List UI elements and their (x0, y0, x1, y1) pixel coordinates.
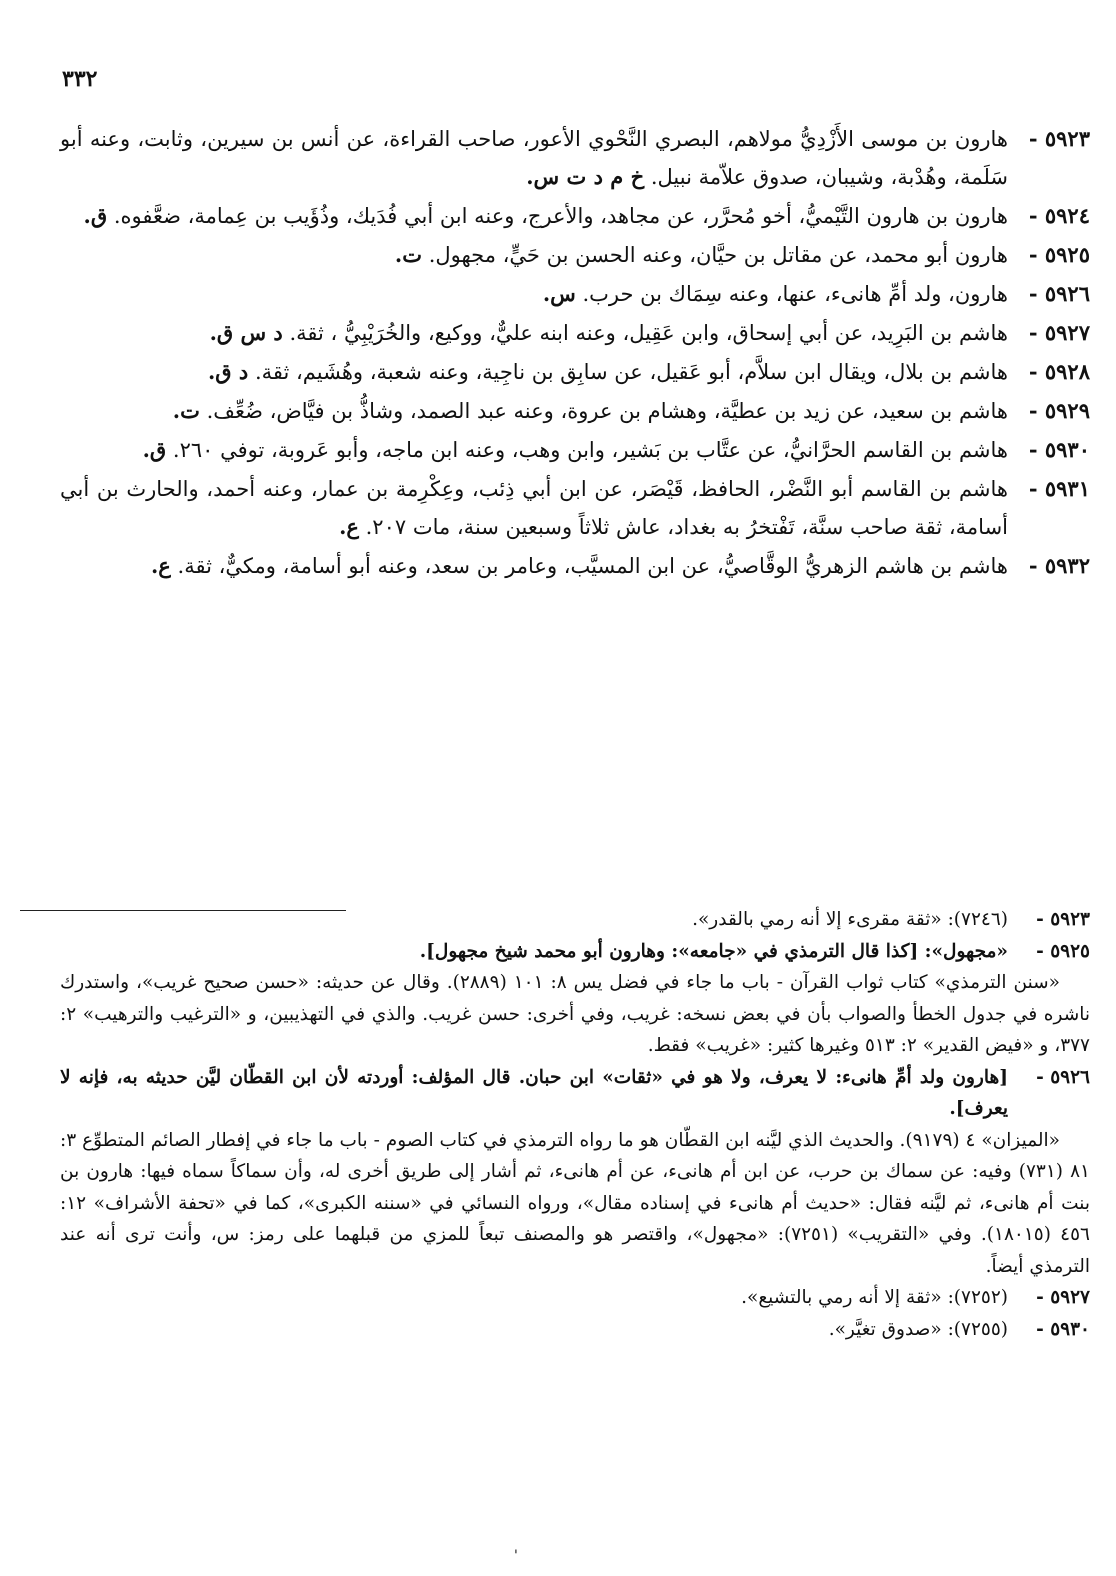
bottom-mark: ' (514, 1548, 518, 1564)
entry-text: هاشم بن سعيد، عن زيد بن عطيَّة، وهشام بن عروة، وعنه عبد الصمد، وشاذُّ بن فيَّاض، ضُعِّف. (206, 399, 1008, 423)
entry (60, 547, 1090, 585)
entry-text: هارون بن موسى الأَزْدِيُّ مولاهم، البصري النَّحْوي الأعور، صاحب القراءة، عن أنس بن سيرين، وثابت، وعنه أبو سَلَمة، وهُدْبة، وشيبان، صدوق علاّمة نبيل. (60, 127, 1008, 189)
entry-text: هارون أبو محمد، عن مقاتل بن حيَّان، وعنه الحسن بن حَيٍّ، مجهول. (428, 243, 1008, 267)
footnotes (60, 904, 1090, 1345)
footnote-text: «مجهول»: [كذا قال الترمذي في «جامعه»: وهارون أبو محمد شيخ مجهول]. (419, 940, 1008, 962)
entry (60, 120, 1090, 196)
footnote-text: (٧٢٤٦): «ثقة مقرىء إلا أنه رمي بالقدر». (692, 909, 1008, 930)
entry-text: هارون، ولد أمِّ هانىء، عنها، وعنه سِمَاك بن حرب. (582, 282, 1008, 306)
footnote-text: [هارون ولد أمِّ هانىء: لا يعرف، ولا هو في «ثقات» ابن حبان. قال المؤلف: أوردته لأن ابن القطّان ليَّن حديثه به، فإنه لا يعرف]. (60, 1066, 1008, 1119)
entry-number: ٥٩٢٩ - (1028, 398, 1090, 423)
entry (60, 470, 1090, 546)
entry (60, 392, 1090, 430)
entry-codes: س. (542, 281, 576, 306)
entry-codes: ت. (172, 398, 200, 423)
entry (60, 314, 1090, 352)
entry (60, 197, 1090, 235)
entry-number: ٥٩٣٠ - (1028, 437, 1090, 462)
entry-codes: ع. (151, 553, 171, 578)
footnote (60, 1314, 1090, 1346)
entry-text: هاشم بن بلال، ويقال ابن سلاَّم، أبو عَقيل، عن سابِق بن ناجِية، وعنه شعبة، وهُشَيم، ثقة. (254, 360, 1008, 384)
footnote-number: ٥٩٢٧ - (1036, 1287, 1090, 1308)
footnote-number: ٥٩٢٣ - (1036, 909, 1090, 930)
entry-codes: ت. (394, 242, 423, 267)
entry-number: ٥٩٢٧ - (1028, 320, 1090, 345)
entry-text: هاشم بن هاشم الزهريُّ الوقَّاصيُّ، عن ابن المسيَّب، وعامر بن سعد، وعنه أبو أسامة، ومكيٌّ، ثقة. (177, 554, 1008, 578)
footnote (60, 1282, 1090, 1314)
footnote-number: ٥٩٣٠ - (1036, 1318, 1090, 1340)
footnote (60, 936, 1090, 968)
footnote-continuation (60, 1125, 1090, 1283)
entry-number: ٥٩٢٤ - (1028, 203, 1090, 228)
main-entries (60, 120, 1090, 586)
entry-number: ٥٩٢٣ - (1028, 126, 1090, 151)
entry-codes: د س ق. (209, 320, 283, 345)
entry-codes: ع. (339, 514, 359, 539)
entry-codes: ق. (142, 437, 167, 462)
footnote-continuation (60, 967, 1090, 1062)
entry-text: هاشم بن القاسم أبو النَّضْر، الحافظ، قَيْصَر، عن ابن أبي ذِئب، وعِكْرِمة بن عمار، وعنه أحمد، والحارث بن أبي أسامة، ثقة صاحب سنَّة، تَفْتخرُ به بغداد، عاش ثلاثاً وسبعين سنة، مات ٢٠٧. (60, 477, 1008, 539)
entry-number: ٥٩٢٦ - (1028, 281, 1090, 306)
entry-codes: ق. (83, 203, 108, 228)
page-number: ٣٣٢ (62, 66, 98, 92)
entry-codes: د ق. (207, 359, 249, 384)
entry-text: هارون بن هارون التَّيْميُّ، أخو مُحرَّر، عن مجاهد، والأعرج، وعنه ابن أبي فُدَيك، وذُؤَيب بن عِمامة، ضعَّفوه. (113, 204, 1008, 228)
footnote-number: ٥٩٢٦ - (1036, 1066, 1090, 1088)
entry (60, 275, 1090, 313)
entry (60, 236, 1090, 274)
entry (60, 431, 1090, 469)
entry (60, 353, 1090, 391)
entry-number: ٥٩٣٢ - (1028, 553, 1090, 578)
entry-number: ٥٩٣١ - (1028, 476, 1090, 501)
footnote-text: (٧٢٥٢): «ثقة إلا أنه رمي بالتشيع». (741, 1287, 1008, 1308)
footnote-number: ٥٩٢٥ - (1036, 940, 1090, 962)
footnote-text: «الميزان» ٤ (٩١٧٩). والحديث الذي ليَّنه ابن القطّان هو ما رواه الترمذي في كتاب الصوم - باب ما جاء في إفطار الصائم المتطوِّع ٣: ٨١ (٧٣١) وفيه: عن سماك بن حرب، عن ابن أم هانىء، عن أم هانىء، ثم أشار إلى طريق أخرى له، وأن سماكاً سماه فيها: هارون بن بنت أم هانىء، ثم ليَّنه فقال: «حديث أم هانىء في إسناده مقال»، ورواه النسائي في «سننه الكبرى»، كما في «تحفة الأشراف» ١٢: ٤٥٦ (١٨٠١٥). وفي «التقريب» (٧٢٥١): «مجهول»، واقتصر هو والمصنف تبعاً للمزي من قبلهما على رمز: س، وأنت ترى أنه عند الترمذي أيضاً. (60, 1129, 1090, 1277)
entry-codes: خ م د ت س. (526, 164, 645, 189)
footnote-text: (٧٢٥٥): «صدوق تغيَّر». (828, 1318, 1008, 1340)
footnote (60, 1062, 1090, 1125)
entry-number: ٥٩٢٨ - (1028, 359, 1090, 384)
footnote-text: «سنن الترمذي» كتاب ثواب القرآن - باب ما جاء في فضل يس ٨: ١٠١ (٢٨٨٩). وقال عن حديثه: «حسن صحيح غريب»، واستدرك ناشره في جدول الخطأ والصواب بأن في بعض نسخه: غريب، وفي أخرى: حسن غريب. والذي في التهذيبين، و «الترغيب والترهيب» ٢: ٣٧٧، و «فيض القدير» ٢: ٥١٣ وغيرها كثير: «غريب» فقط. (60, 972, 1090, 1056)
entry-text: هاشم بن البَرِيد، عن أبي إسحاق، وابن عَقِيل، وعنه ابنه عليٌّ، ووكيع، والخُرَيْبِيُّ ، ثقة. (289, 321, 1008, 345)
entry-number: ٥٩٢٥ - (1028, 242, 1090, 267)
footnote (60, 904, 1090, 936)
entry-text: هاشم بن القاسم الحرَّانيُّ، عن عتَّاب بن بَشير، وابن وهب، وعنه ابن ماجه، وأبو عَروبة، توفي ٢٦٠. (172, 438, 1008, 462)
